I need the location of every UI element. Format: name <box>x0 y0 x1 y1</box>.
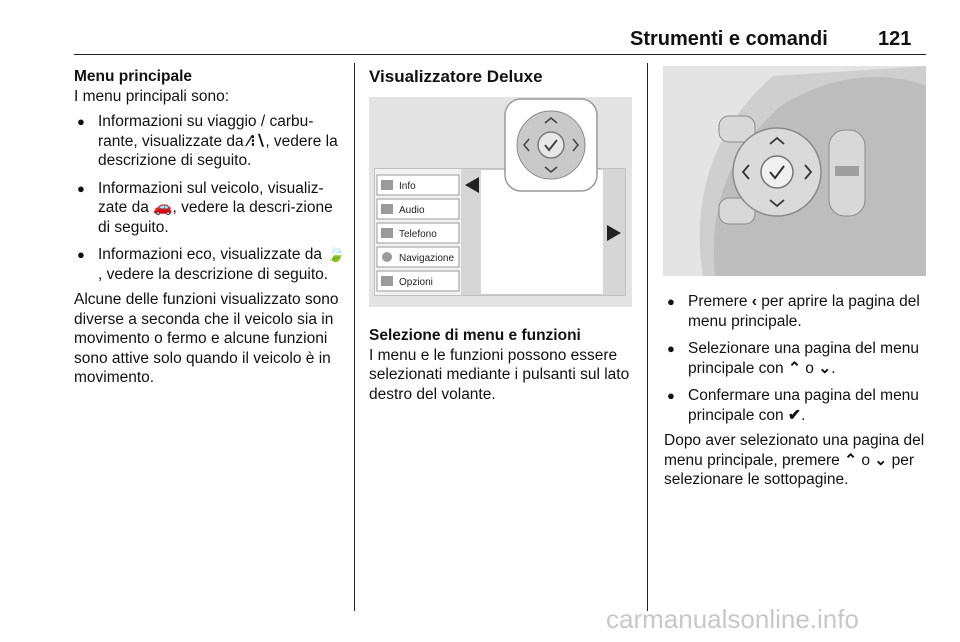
menu-item-navigazione: Navigazione <box>399 253 455 264</box>
chevron-down-icon: ⌄ <box>818 359 832 377</box>
column-2 <box>369 67 635 87</box>
chevron-down-icon: ⌄ <box>874 451 888 469</box>
section-heading: Visualizzatore Deluxe <box>369 67 543 86</box>
eco-leaf-icon: 🍃 <box>326 246 346 263</box>
menu-item-telefono: Telefono <box>399 229 437 240</box>
menu-item-info: Info <box>399 181 416 192</box>
column-3 <box>664 292 928 490</box>
list-item: ● Informazioni sul veicolo, visualiz-zate da 🚗, vedere la descri-zione di seguito. <box>74 179 346 238</box>
list-item: ● Selezionare una pagina del menu principale con ⌃ o ⌄. <box>664 339 928 378</box>
body-paragraph: Dopo aver selezionato una pagina del menu principale, premere ⌃ o ⌄ per selezionare le sottopagine. <box>664 432 925 488</box>
watermark: carmanualsonline.info <box>606 604 859 634</box>
checkmark-icon: ✔ <box>787 406 801 424</box>
menu-item-opzioni: Opzioni <box>399 277 433 288</box>
steering-wheel-figure <box>663 66 926 276</box>
chevron-up-icon: ⌃ <box>844 451 858 469</box>
list-item: ● Confermare una pagina del menu principale con ✔. <box>664 386 928 425</box>
deluxe-display-figure <box>369 97 632 307</box>
trip-fuel-icon: ⁄⁝∖ <box>247 132 266 150</box>
bullet-list <box>664 292 928 425</box>
list-item: ● Premere ‹ per aprire la pagina del menu principale. <box>664 292 928 331</box>
vehicle-icon: 🚗 <box>153 199 173 216</box>
list-item: ● Informazioni eco, visualizzate da 🍃, vedere la descrizione di seguito. <box>74 245 346 284</box>
page-number: 121 <box>878 28 912 50</box>
column-1 <box>74 67 346 388</box>
menu-item-audio: Audio <box>399 205 425 216</box>
chevron-up-icon: ⌃ <box>787 359 801 377</box>
column-divider-2 <box>647 63 648 611</box>
list-item: ● Informazioni su viaggio / carbu-rante, visualizzate da ⁄⁝∖, vedere la descrizione di seguito. <box>74 112 346 171</box>
body-paragraph: I menu e le funzioni possono essere selezionati mediante i pulsanti sul lato destro del volante. <box>369 346 630 403</box>
intro-text: I menu principali sono: <box>74 87 230 105</box>
header-rule <box>74 54 926 55</box>
body-paragraph: Alcune delle funzioni visualizzato sono diverse a seconda che il veicolo sia in movimento o fermo e alcune funzioni sono attive solo quando il veicolo è in movimento. <box>74 291 339 386</box>
menu-selection-section <box>369 326 637 404</box>
column-divider-1 <box>354 63 355 611</box>
section-subheading: Selezione di menu e funzioni <box>369 327 581 344</box>
bullet-list <box>74 112 346 284</box>
header-title: Strumenti e comandi <box>630 28 828 50</box>
chevron-left-icon: ‹ <box>751 293 757 310</box>
section-heading: Menu principale <box>74 68 192 85</box>
